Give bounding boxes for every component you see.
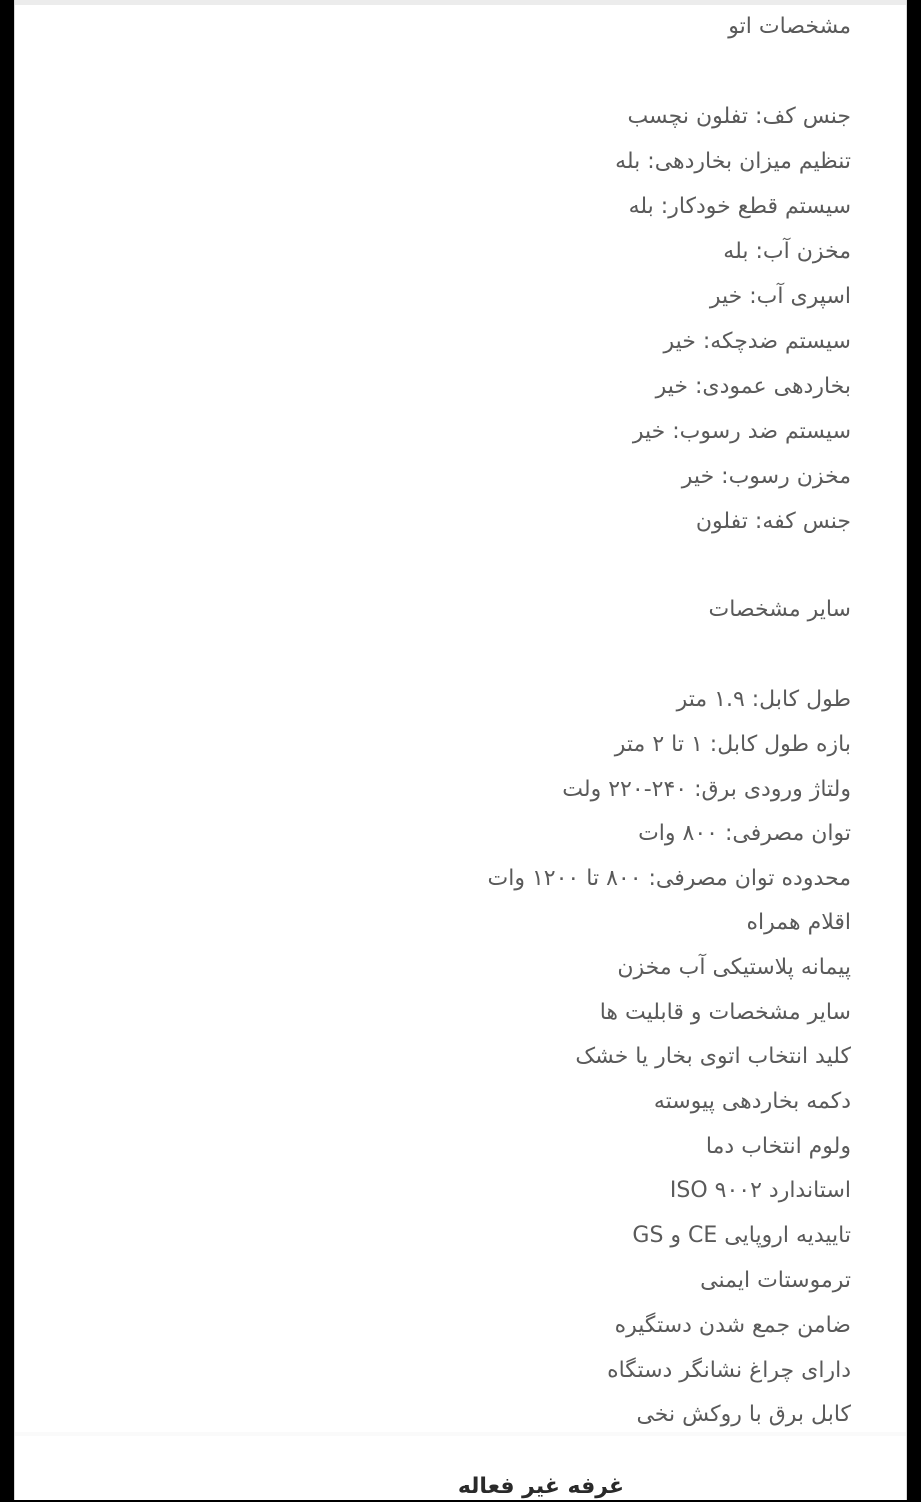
- spec-line: تنظیم میزان بخاردهی: بله: [615, 149, 851, 174]
- top-bar: [15, 0, 906, 5]
- spec-line: جنس کفه: تفلون: [695, 509, 851, 534]
- spec-line: پیمانه پلاستیکی آب مخزن: [617, 955, 851, 980]
- spec-line: بخاردهی عمودی: خیر: [655, 374, 851, 399]
- spec-line: ولوم انتخاب دما: [705, 1134, 851, 1159]
- section-title-iron-specs: مشخصات اتو: [728, 14, 851, 39]
- spec-line: اقلام همراه: [746, 910, 851, 935]
- spec-line: تاییدیه اروپایی CE و GS: [632, 1223, 851, 1248]
- spec-line: طول کابل: ۱.۹ متر: [676, 687, 851, 712]
- document-page: [14, 0, 907, 1500]
- spec-line: توان مصرفی: ۸۰۰ وات: [638, 821, 851, 846]
- spec-line: جنس کف: تفلون نچسب: [627, 104, 851, 129]
- spec-line: سایر مشخصات و قابلیت ها: [599, 1000, 851, 1025]
- section-title-other-specs: سایر مشخصات: [708, 597, 851, 622]
- spec-line: مخزن آب: بله: [723, 239, 851, 264]
- spec-line: محدوده توان مصرفی: ۸۰۰ تا ۱۲۰۰ وات: [487, 866, 851, 891]
- divider: [15, 1432, 906, 1436]
- inactive-booth-heading: غرفه غیر فعاله: [457, 1474, 624, 1499]
- spec-line: سیستم ضدچکه: خیر: [663, 329, 851, 354]
- spec-line: ترموستات ایمنی: [700, 1268, 851, 1293]
- spec-line: کلید انتخاب اتوی بخار یا خشک: [575, 1044, 851, 1069]
- spec-line: بازه طول کابل: ۱ تا ۲ متر: [614, 732, 851, 757]
- spec-line: کابل برق با روکش نخی: [636, 1402, 851, 1427]
- spec-line: سیستم قطع خودکار: بله: [628, 194, 851, 219]
- spec-line: دارای چراغ نشانگر دستگاه: [607, 1358, 851, 1383]
- spec-line: سیستم ضد رسوب: خیر: [632, 419, 851, 444]
- spec-line: استاندارد ISO ۹۰۰۲: [669, 1178, 851, 1203]
- spec-line: اسپری آب: خیر: [709, 284, 851, 309]
- spec-line: دکمه بخاردهی پیوسته: [653, 1089, 851, 1114]
- spec-line: ضامن جمع شدن دستگیره: [614, 1313, 851, 1338]
- spec-line: ولتاژ ورودی برق: ۲۴۰-۲۲۰ ولت: [562, 777, 851, 802]
- spec-line: مخزن رسوب: خیر: [681, 464, 851, 489]
